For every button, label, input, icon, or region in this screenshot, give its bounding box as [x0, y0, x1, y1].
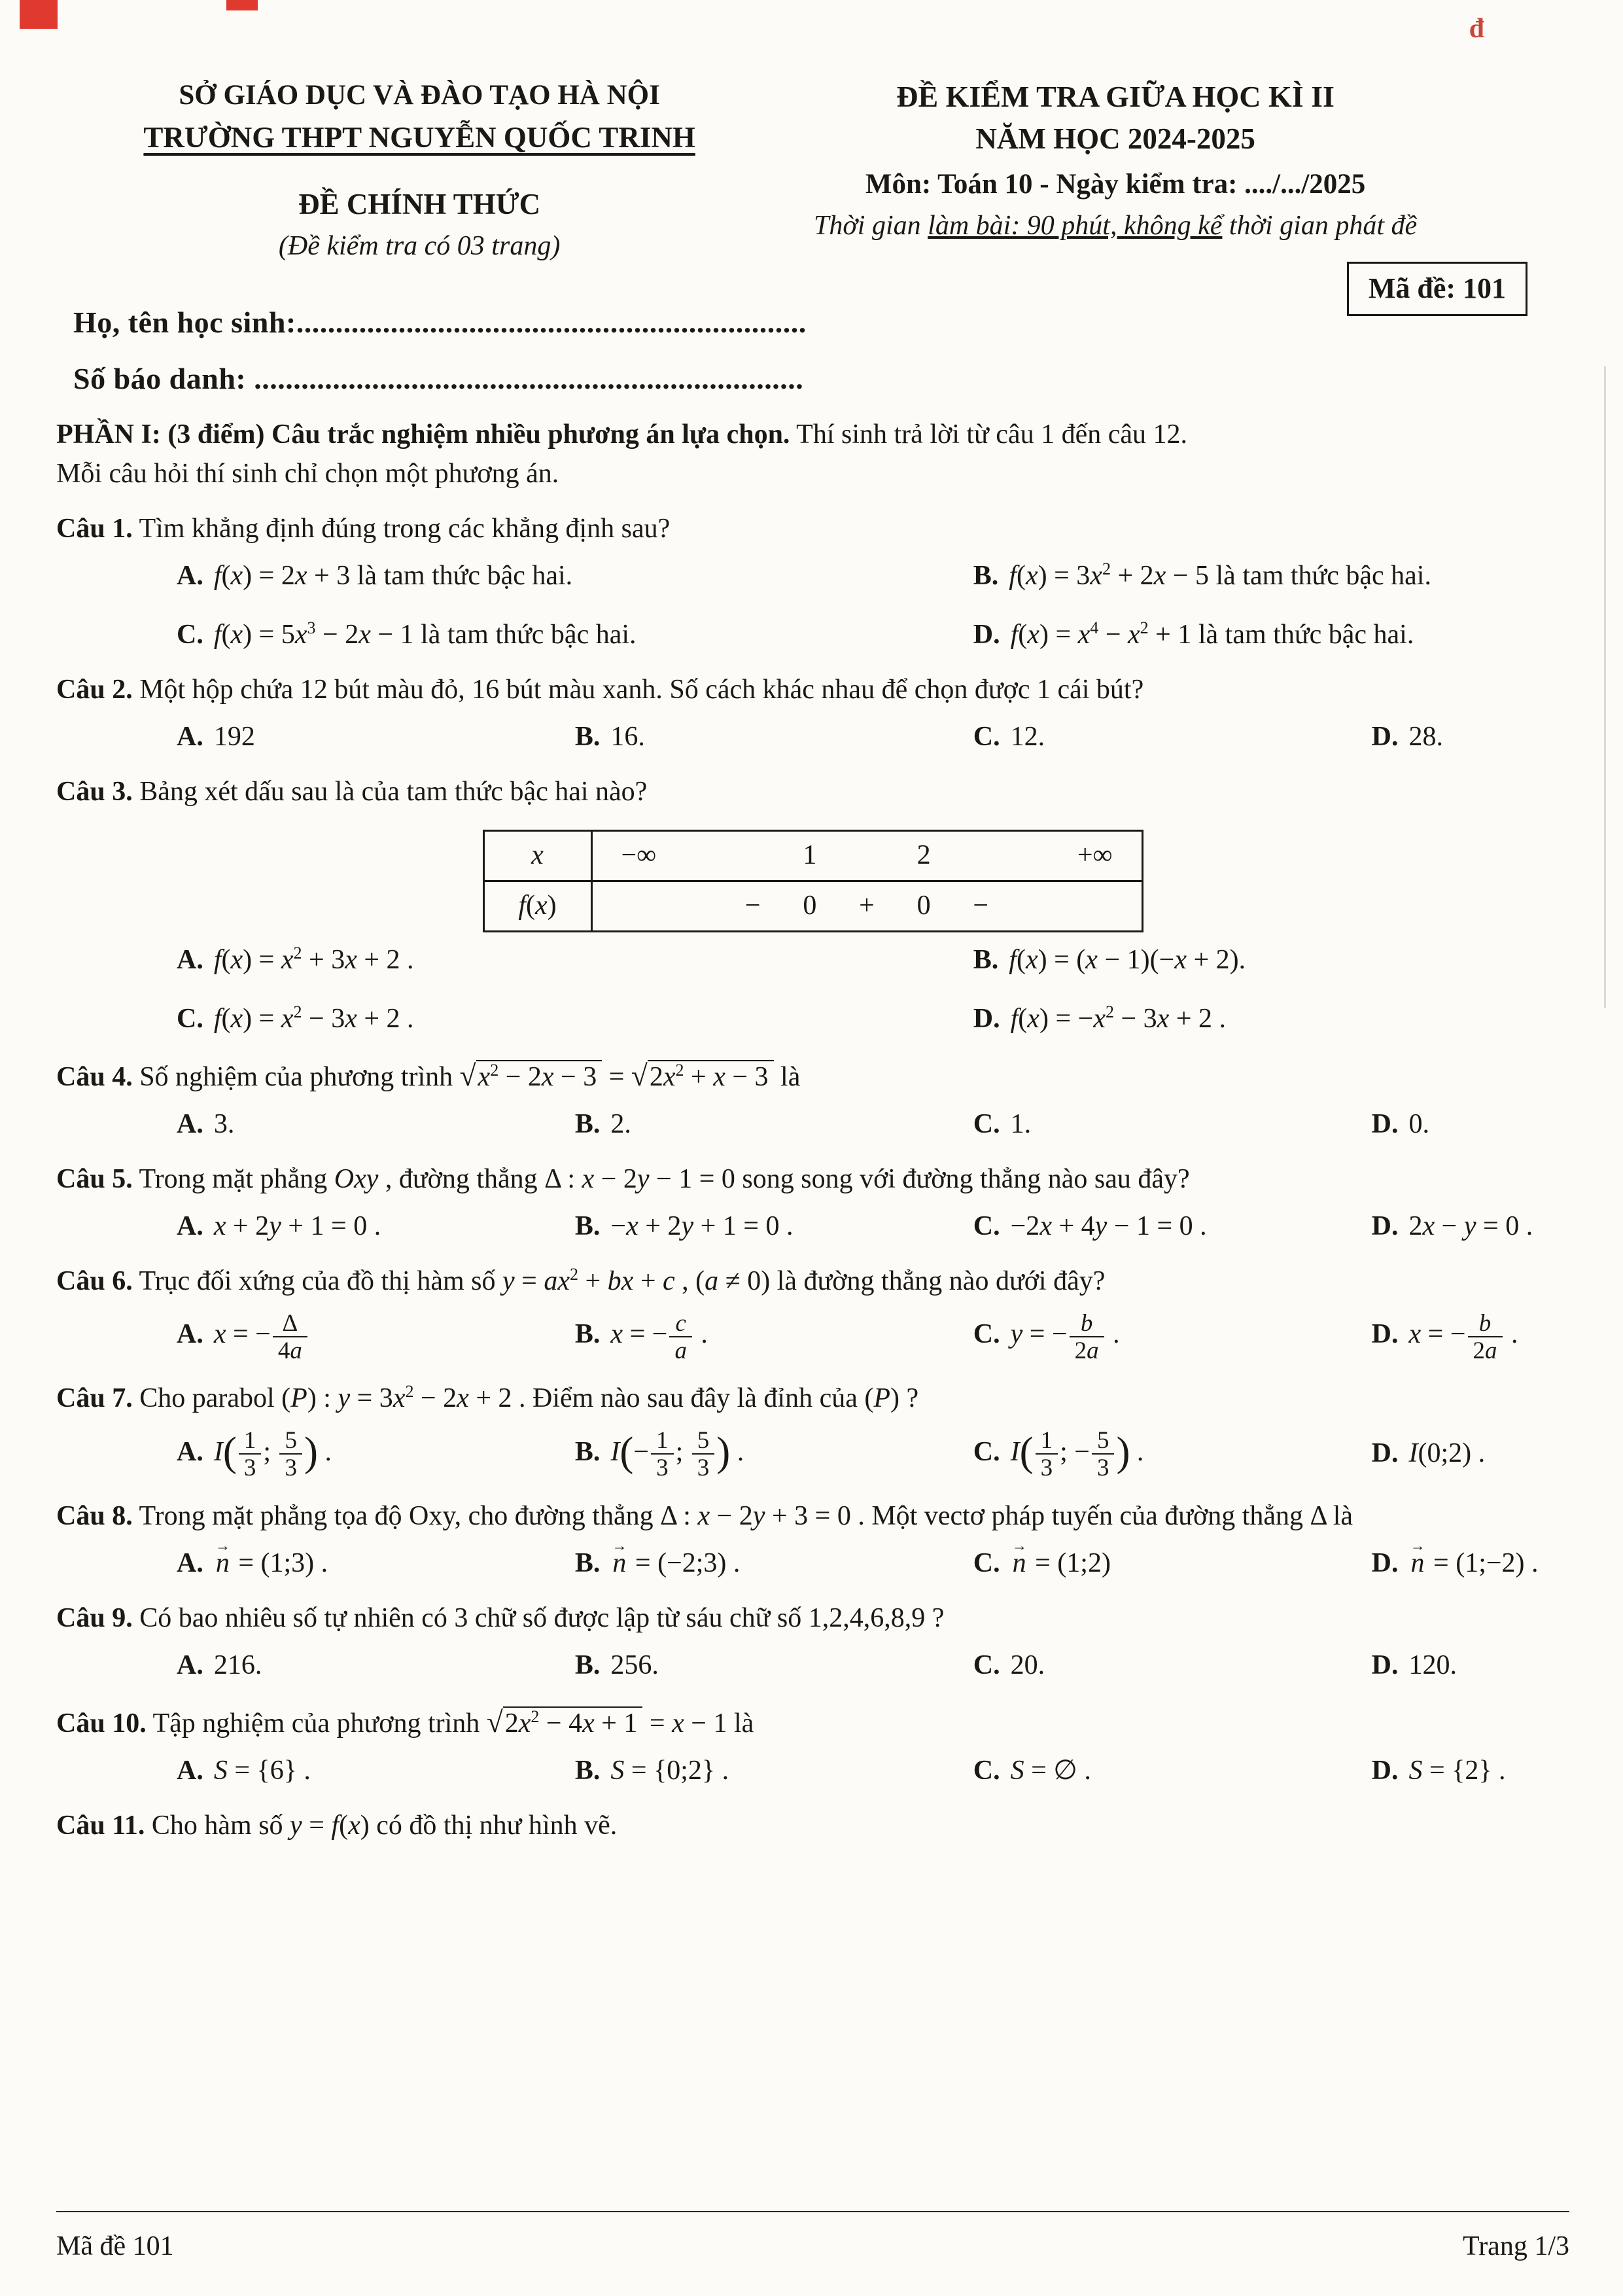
option-B: [575, 1647, 973, 1685]
exam-year: NĂM HỌC 2024-2025: [975, 122, 1255, 156]
header-left: [56, 76, 782, 265]
option-key: C.: [973, 1650, 1000, 1681]
department-name: SỞ GIÁO DỤC VÀ ĐÀO TẠO HÀ NỘI: [179, 80, 660, 111]
header: [56, 76, 1569, 265]
option-key: A.: [177, 1108, 203, 1139]
option-D: [1372, 1310, 1569, 1364]
option-C: [973, 1208, 1372, 1246]
option-key: A.: [177, 1319, 203, 1350]
option-B: [575, 1545, 973, 1583]
option-key: C.: [973, 1210, 1000, 1241]
option-D: [973, 616, 1569, 654]
question-label: Câu 5.: [56, 1163, 133, 1194]
option-D: [1372, 1545, 1569, 1583]
option-B: [973, 942, 1569, 980]
question-2-text: [56, 671, 1569, 709]
question-1: [56, 510, 1569, 654]
question-10-options: [56, 1752, 1569, 1790]
question-body: Số nghiệm của phương trình $√x^2 - 2x - 3 = √2x^2 + x - 3$ là: [139, 1059, 801, 1092]
option-key: B.: [574, 1108, 601, 1139]
option-B: [575, 1752, 973, 1790]
sign-table-cell: 0: [916, 890, 931, 921]
sign-table-cell: −: [973, 890, 989, 921]
part1-instruction: Mỗi câu hỏi thí sinh chỉ chọn một phương án.: [56, 459, 559, 489]
option-key: C.: [973, 1755, 1000, 1786]
option-body: $f(x) = 5x^3 - 2x - 1$ là tam thức bậc hai.: [213, 618, 637, 650]
sign-table-cell: [951, 831, 1011, 881]
option-D: [1372, 1752, 1569, 1790]
pages-note: (Đề kiểm tra có 03 trang): [278, 230, 561, 261]
sign-table-cell: −: [744, 890, 761, 921]
question-5: [56, 1161, 1569, 1246]
option-body: 20.: [1010, 1650, 1045, 1681]
option-C: [973, 1310, 1372, 1364]
option-key: D.: [1371, 722, 1399, 752]
option-body: n → = (1;−2) .: [1409, 1548, 1539, 1578]
option-body: −x + 2y + 1 = 0 .: [610, 1210, 794, 1241]
option-A: [177, 942, 973, 980]
option-key: C.: [973, 1548, 1000, 1579]
option-body: n → = (−2;3) .: [610, 1548, 740, 1578]
option-key: C.: [973, 722, 1000, 752]
option-key: A.: [177, 944, 203, 975]
option-body: $f(x) = x^2 + 3x + 2$ .: [213, 943, 414, 975]
option-C: [177, 1000, 973, 1038]
option-B: [575, 1427, 973, 1481]
option-body: x + 2y + 1 = 0 .: [213, 1210, 381, 1241]
question-label: Câu 4.: [56, 1061, 133, 1092]
option-body: 2x − y = 0 .: [1408, 1210, 1533, 1241]
question-label: Câu 7.: [56, 1383, 133, 1414]
footer-exam-code: Mã đề 101: [56, 2231, 174, 2262]
option-A: [177, 1647, 575, 1685]
question-5-options: [56, 1208, 1569, 1246]
option-key: B.: [574, 1319, 601, 1350]
question-7-text: [56, 1380, 1569, 1418]
option-body: $f(x) = x^4 - x^2 + 1$ là tam thức bậc hai.: [1010, 618, 1414, 650]
option-body: f(x) = 2x + 3 là tam thức bậc hai.: [213, 561, 573, 592]
option-C: [973, 1427, 1372, 1481]
sign-table-cell: +∞: [1011, 831, 1143, 881]
option-body: f(x) = (x − 1)(−x + 2).: [1009, 944, 1246, 975]
question-8-text: [56, 1498, 1569, 1536]
sign-table-cell: 0: [803, 890, 817, 921]
question-11-text: [56, 1807, 1569, 1845]
option-A: [177, 1106, 575, 1144]
option-D: [1372, 1208, 1569, 1246]
option-key: C.: [177, 620, 203, 650]
option-B: [575, 1208, 973, 1246]
question-body: Cho hàm số y = f(x) có đồ thị như hình vẽ.: [151, 1810, 618, 1841]
sign-table-cell: 1: [782, 831, 837, 881]
question-10-text: [56, 1702, 1569, 1743]
option-body: $f(x) = -x^2 - 3x + 2$ .: [1010, 1002, 1227, 1034]
sign-table-cell: [591, 881, 724, 931]
sign-table-cell: [724, 831, 783, 881]
question-2: [56, 671, 1569, 756]
option-key: A.: [177, 722, 203, 752]
option-body: y = − $\frac{b}{2a}$ .: [1010, 1309, 1120, 1364]
option-key: D.: [1371, 1548, 1399, 1579]
option-body: 3.: [213, 1108, 235, 1139]
option-key: C.: [973, 1319, 1000, 1350]
question-label: Câu 1.: [56, 514, 133, 544]
sign-table: [483, 830, 1143, 932]
question-label: Câu 11.: [56, 1810, 145, 1841]
school-name: TRƯỜNG THPT NGUYỄN QUỐC TRINH: [143, 121, 695, 154]
question-9: [56, 1600, 1569, 1685]
sign-table-cell: +: [859, 890, 875, 921]
option-key: B.: [973, 561, 999, 592]
option-key: C.: [973, 1436, 1000, 1467]
option-A: [177, 1752, 575, 1790]
footer: [56, 2211, 1569, 2266]
option-key: B.: [973, 944, 999, 975]
option-key: A.: [177, 1548, 203, 1579]
question-4-text: [56, 1055, 1569, 1097]
question-body: Trong mặt phẳng Oxy , đường thẳng Δ : x − 2y − 1 = 0 song song với đường thẳng nào sau đây?: [139, 1163, 1190, 1194]
sign-table-cell: [1011, 881, 1143, 931]
option-key: B.: [574, 1548, 601, 1579]
question-1-text: [56, 510, 1569, 548]
option-key: A.: [177, 1210, 203, 1241]
question-label: Câu 2.: [56, 675, 133, 705]
sign-table-cell: [837, 831, 897, 881]
option-body: S = {0;2} .: [610, 1755, 729, 1786]
option-key: B.: [574, 1755, 601, 1786]
option-body: x = − $\frac{c}{a}$ .: [610, 1309, 708, 1364]
option-key: D.: [973, 620, 1000, 650]
option-D: [1372, 1106, 1569, 1144]
exam-code-box: Mã đề: 101: [1347, 262, 1527, 316]
option-C: [973, 1752, 1372, 1790]
option-body: 1.: [1010, 1108, 1032, 1139]
question-body: Bảng xét dấu sau là của tam thức bậc hai nào?: [139, 777, 648, 807]
question-3: [56, 773, 1569, 1038]
exam-duration: Thời gian làm bài: 90 phút, không kể thời gian phát đề: [814, 210, 1418, 241]
sign-table-label: f(x): [483, 881, 591, 931]
option-body: x = − $\frac{\Delta}{4a}$: [214, 1319, 309, 1349]
option-D: [1372, 1647, 1569, 1685]
option-body: I( $\frac{1}{3}$ ; − $\frac{5}{3}$ ) .: [1010, 1426, 1144, 1481]
question-8: [56, 1498, 1569, 1583]
option-key: C.: [973, 1108, 1000, 1139]
footer-page-number: Trang 1/3: [1463, 2231, 1569, 2262]
questions-section: [56, 510, 1569, 1845]
option-C: [973, 718, 1372, 756]
option-key: B.: [574, 1210, 601, 1241]
question-4: [56, 1055, 1569, 1144]
option-body: 16.: [610, 722, 645, 752]
option-C: [177, 616, 973, 654]
scan-artifact-line: [1604, 366, 1606, 1008]
option-key: A.: [177, 561, 203, 592]
question-label: Câu 6.: [56, 1265, 133, 1296]
option-key: D.: [1371, 1650, 1399, 1681]
question-3-options: [56, 942, 1569, 1038]
question-body: Trục đối xứng của đồ thị hàm số $y = ax^2$ + bx + c , (a ≠ 0) là đường thẳng nào dưới đây?: [139, 1264, 1106, 1296]
option-A: [177, 1545, 575, 1583]
option-D: [973, 1000, 1569, 1038]
question-5-text: [56, 1161, 1569, 1199]
sign-table-label: x: [483, 831, 591, 881]
sign-table-cell: −∞: [591, 831, 724, 881]
sign-table-row: [483, 831, 1142, 881]
part1-heading-rest: Thí sinh trả lời từ câu 1 đến câu 12.: [790, 419, 1188, 450]
option-B: [575, 718, 973, 756]
scan-mark-red-dash: [226, 0, 258, 10]
question-label: Câu 9.: [56, 1603, 133, 1634]
student-name-line: Họ, tên học sinh:.................................................................: [73, 306, 807, 340]
option-C: [973, 1545, 1372, 1583]
question-label: Câu 8.: [56, 1501, 133, 1532]
option-body: 28.: [1408, 722, 1444, 752]
option-key: A.: [177, 1755, 203, 1786]
option-C: [973, 1647, 1372, 1685]
question-label: Câu 10.: [56, 1708, 147, 1739]
option-body: n → = (1;3) .: [214, 1548, 328, 1578]
question-body: Một hộp chứa 12 bút màu đỏ, 16 bút màu xanh. Số cách khác nhau để chọn được 1 cái bút?: [139, 675, 1144, 705]
option-key: B.: [574, 1436, 601, 1467]
question-10: [56, 1702, 1569, 1790]
part1-heading-bold: PHẦN I: (3 điểm) Câu trắc nghiệm nhiều phương án lựa chọn.: [56, 419, 790, 450]
official-exam-label: ĐỀ CHÍNH THỨC: [298, 188, 541, 221]
option-body: S = ∅ .: [1010, 1755, 1091, 1786]
option-body: I(− $\frac{1}{3}$ ; $\frac{5}{3}$ ) .: [610, 1426, 744, 1481]
option-D: [1372, 1435, 1569, 1473]
option-A: [177, 1310, 575, 1364]
question-body: Tập nghiệm của phương trình $√2x^2 - 4x + 1 = x - 1$ là: [152, 1706, 754, 1739]
option-key: B.: [574, 1650, 601, 1681]
header-right: [782, 76, 1448, 245]
student-id-line: Số báo danh: ......................................................................: [73, 361, 804, 395]
question-1-options: [56, 557, 1569, 654]
option-body: 256.: [610, 1650, 659, 1681]
option-key: C.: [177, 1003, 203, 1034]
option-key: B.: [574, 722, 601, 752]
question-7-options: [56, 1427, 1569, 1481]
option-body: 120.: [1408, 1650, 1457, 1681]
option-body: I(0;2) .: [1408, 1438, 1486, 1469]
option-key: D.: [973, 1003, 1000, 1034]
question-8-options: [56, 1545, 1569, 1583]
option-body: −2x + 4y − 1 = 0 .: [1010, 1210, 1207, 1241]
option-key: D.: [1371, 1438, 1399, 1469]
option-A: [177, 718, 575, 756]
option-body: S = {6} .: [213, 1755, 311, 1786]
option-body: 0.: [1408, 1108, 1430, 1139]
option-body: 192: [213, 722, 255, 752]
option-body: $f(x) = 3x^2 + 2x - 5$ là tam thức bậc hai.: [1009, 559, 1431, 592]
question-body: Tìm khẳng định đúng trong các khẳng định sau?: [139, 514, 671, 544]
scan-mark-stray-letter: đ: [1469, 14, 1484, 44]
question-4-options: [56, 1106, 1569, 1144]
option-key: D.: [1371, 1210, 1399, 1241]
question-2-options: [56, 718, 1569, 756]
option-body: 2.: [610, 1108, 631, 1139]
sign-table-cell: 2: [896, 831, 951, 881]
question-label: Câu 3.: [56, 777, 133, 807]
exam-subject: Môn: Toán 10 - Ngày kiểm tra: ..../.../2025: [865, 168, 1366, 200]
question-7: [56, 1380, 1569, 1481]
option-key: A.: [177, 1650, 203, 1681]
option-key: D.: [1371, 1108, 1399, 1139]
question-6-options: [56, 1310, 1569, 1364]
option-body: S = {2} .: [1408, 1755, 1506, 1786]
option-D: [1372, 718, 1569, 756]
question-9-options: [56, 1647, 1569, 1685]
question-3-text: [56, 773, 1569, 811]
option-body: x = − $\frac{b}{2a}$ .: [1408, 1309, 1518, 1364]
option-body: 216.: [213, 1650, 262, 1681]
question-9-text: [56, 1600, 1569, 1638]
question-11: [56, 1807, 1569, 1845]
option-B: [575, 1310, 973, 1364]
question-body: Trong mặt phẳng tọa độ Oxy, cho đường thẳng Δ : x − 2y + 3 = 0 . Một vectơ pháp tuyến của đường thẳng Δ là: [139, 1501, 1353, 1532]
option-B: [575, 1106, 973, 1144]
question-6-text: [56, 1263, 1569, 1301]
option-key: D.: [1371, 1755, 1399, 1786]
option-A: [177, 557, 973, 595]
part1-heading: [56, 416, 1569, 454]
option-body: n → = (1;2): [1011, 1548, 1111, 1578]
option-key: A.: [177, 1436, 203, 1467]
option-body: $f(x) = x^2 - 3x + 2$ .: [213, 1002, 414, 1034]
option-C: [973, 1106, 1372, 1144]
exam-title: ĐỀ KIỂM TRA GIỮA HỌC KÌ II: [896, 80, 1335, 113]
option-body: 12.: [1010, 722, 1045, 752]
option-B: [973, 557, 1569, 595]
scan-mark-red-square: [20, 0, 58, 29]
question-body: Có bao nhiêu số tự nhiên có 3 chữ số được lập từ sáu chữ số 1,2,4,6,8,9 ?: [139, 1603, 945, 1634]
option-body: I( $\frac{1}{3}$ ; $\frac{5}{3}$ ) .: [213, 1426, 332, 1481]
sign-table-row: [483, 881, 1142, 931]
option-A: [177, 1427, 575, 1481]
question-6: [56, 1263, 1569, 1364]
option-key: D.: [1371, 1319, 1399, 1350]
option-A: [177, 1208, 575, 1246]
question-body: Cho parabol (P) : $y = 3x^2 - 2x + 2$ . Điểm nào sau đây là đỉnh của (P) ?: [139, 1382, 919, 1414]
